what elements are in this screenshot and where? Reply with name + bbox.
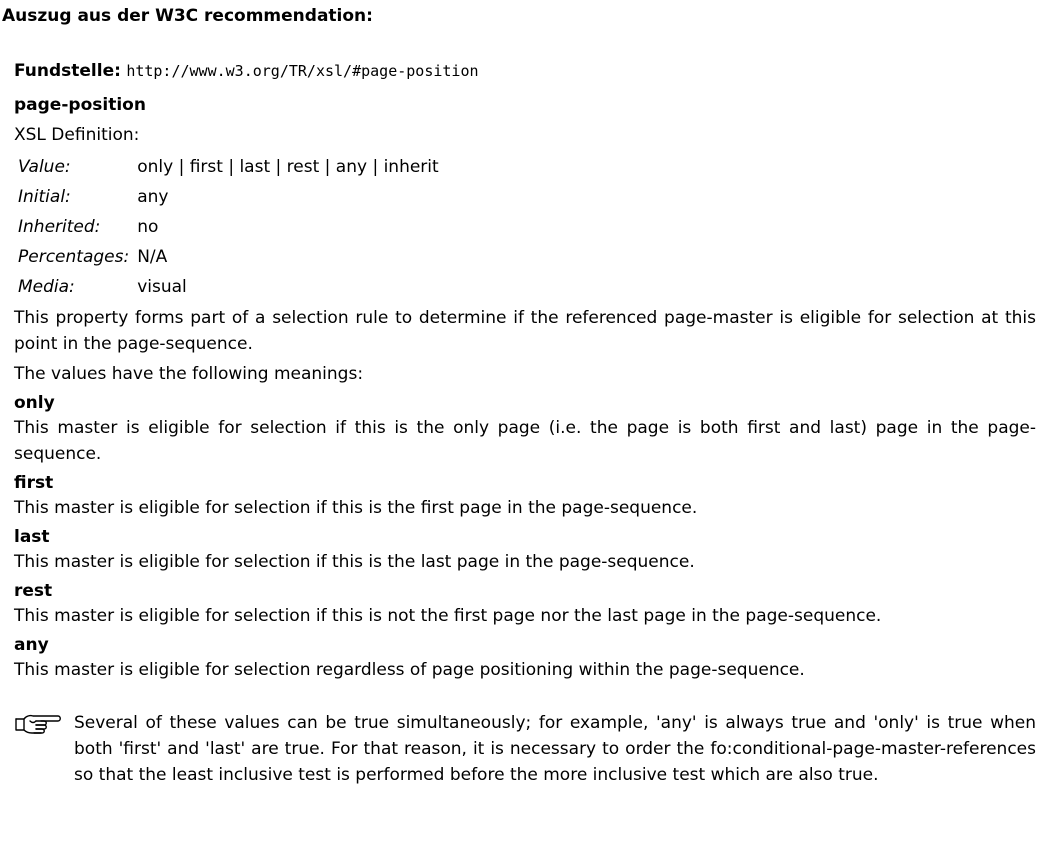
definition-row-inherited (14, 212, 443, 242)
meaning-description: This master is eligible for selection if this is not the first page nor the last page in the page-sequence. (14, 606, 882, 626)
meaning-term: any (14, 635, 49, 655)
definition-key: Initial: (18, 187, 71, 207)
definition-key: Media: (18, 277, 75, 297)
meaning-description: This master is eligible for selection regardless of page positioning within the page-sequence. (14, 660, 805, 680)
definition-key: Percentages: (18, 247, 130, 267)
definition-row-initial (14, 182, 443, 212)
xsl-definition-label: XSL Definition: (14, 125, 140, 145)
meaning-any (14, 633, 1036, 683)
definition-value: only | first | last | rest | any | inherit (137, 157, 439, 177)
meaning-rest (14, 579, 1036, 629)
pointing-hand-icon (14, 711, 64, 735)
definition-key: Inherited: (18, 217, 101, 237)
definition-value: no (137, 217, 159, 237)
document-content (14, 58, 1036, 788)
meaning-description: This master is eligible for selection if this is the first page in the page-sequence. (14, 498, 698, 518)
definition-row-value (14, 152, 443, 182)
definition-row-percentages (14, 242, 443, 272)
meaning-term: only (14, 393, 55, 413)
meaning-term: rest (14, 581, 53, 601)
definition-value: N/A (137, 247, 168, 267)
definition-key: Value: (18, 157, 71, 177)
source-label: Fundstelle: (14, 61, 121, 81)
page-heading: Auszug aus der W3C recommendation: (2, 6, 373, 26)
meaning-last (14, 525, 1036, 575)
source-reference (14, 58, 1036, 84)
meaning-description: This master is eligible for selection if this is the last page in the page-sequence. (14, 552, 695, 572)
meaning-first (14, 471, 1036, 521)
note-block (14, 710, 1036, 788)
definition-value: visual (137, 277, 187, 297)
meaning-description: This master is eligible for selection if this is the only page (i.e. the page is both first and last) page in the page-sequence. (14, 418, 1036, 464)
property-description: This property forms part of a selection rule to determine if the referenced page-master is eligible for selection at this point in the page-sequence. (14, 308, 1036, 354)
definition-table (14, 152, 443, 302)
source-url: http://www.w3.org/TR/xsl/#page-position (126, 62, 479, 80)
meanings-intro: The values have the following meanings: (14, 364, 364, 384)
note-text: Several of these values can be true simultaneously; for example, 'any' is always true and 'only' is true when both 'first' and 'last' are true. For that reason, it is necessary to order the fo:conditional-page-master-references so that the least inclusive test is performed before the more inclusive test which are also true. (74, 713, 1036, 785)
definition-value: any (137, 187, 169, 207)
meaning-term: first (14, 473, 54, 493)
meaning-term: last (14, 527, 50, 547)
definition-row-media (14, 272, 443, 302)
meaning-only (14, 391, 1036, 467)
property-name: page-position (14, 95, 146, 115)
